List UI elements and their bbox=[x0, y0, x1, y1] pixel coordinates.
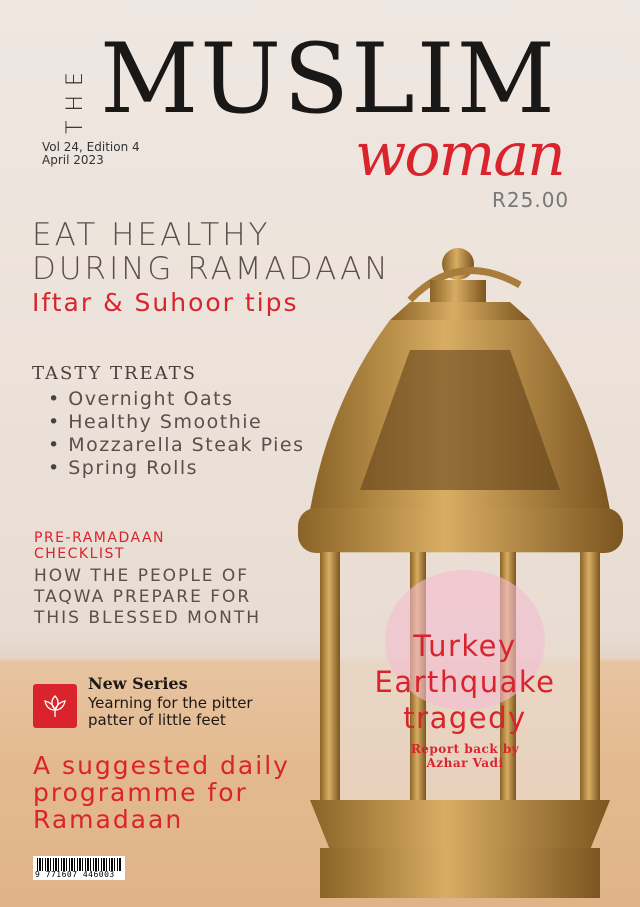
headline-line: EAT HEALTHY bbox=[32, 217, 271, 253]
series-line: patter of little feet bbox=[88, 711, 226, 729]
main-headline bbox=[32, 218, 391, 286]
issue-volume: Vol 24, Edition 4 bbox=[42, 140, 140, 154]
list-item: • Overnight Oats bbox=[48, 388, 304, 411]
headline-line: DURING RAMADAAN bbox=[32, 251, 391, 287]
list-item: • Healthy Smoothie bbox=[48, 411, 304, 434]
lantern-image bbox=[290, 240, 640, 907]
turkey-line: Turkey bbox=[413, 629, 517, 663]
turkey-headline bbox=[345, 628, 585, 736]
byline-line: Azhar Vadi bbox=[426, 756, 504, 770]
masthead-woman: woman bbox=[355, 120, 564, 190]
daily-line: A suggested daily bbox=[33, 751, 290, 780]
headline-subtitle: Iftar & Suhoor tips bbox=[32, 288, 299, 317]
list-item: • Mozzarella Steak Pies bbox=[48, 434, 304, 457]
series-title bbox=[88, 695, 253, 729]
lotus-logo-icon bbox=[33, 684, 77, 728]
turkey-line: tragedy bbox=[403, 701, 527, 735]
barcode-number: 9 771607 446003 bbox=[35, 870, 115, 879]
price: R25.00 bbox=[492, 188, 570, 212]
barcode bbox=[33, 856, 125, 880]
series-line: Yearning for the pitter bbox=[88, 694, 253, 712]
byline-line: Report back by bbox=[410, 742, 520, 756]
masthead-muslim: MUSLIM bbox=[100, 23, 557, 135]
checklist-line: HOW THE PEOPLE OF bbox=[34, 566, 250, 586]
daily-programme-headline bbox=[33, 752, 290, 833]
issue-info bbox=[42, 141, 140, 167]
turkey-byline bbox=[345, 742, 585, 770]
turkey-line: Earthquake bbox=[374, 665, 556, 699]
kicker-line: CHECKLIST bbox=[34, 546, 125, 562]
masthead-the: THE bbox=[62, 63, 88, 134]
kicker-line: PRE-RAMADAAN bbox=[34, 530, 166, 546]
checklist-headline bbox=[34, 566, 261, 629]
issue-date: April 2023 bbox=[42, 153, 104, 167]
list-item: • Spring Rolls bbox=[48, 457, 304, 480]
treats-list bbox=[48, 388, 304, 480]
checklist-line: THIS BLESSED MONTH bbox=[34, 608, 262, 628]
daily-line: programme for bbox=[33, 778, 248, 807]
daily-line: Ramadaan bbox=[33, 805, 184, 834]
checklist-kicker bbox=[34, 530, 165, 562]
checklist-line: TAQWA PREPARE FOR bbox=[34, 587, 252, 607]
series-label: New Series bbox=[88, 674, 188, 693]
treats-title: TASTY TREATS bbox=[32, 363, 198, 384]
